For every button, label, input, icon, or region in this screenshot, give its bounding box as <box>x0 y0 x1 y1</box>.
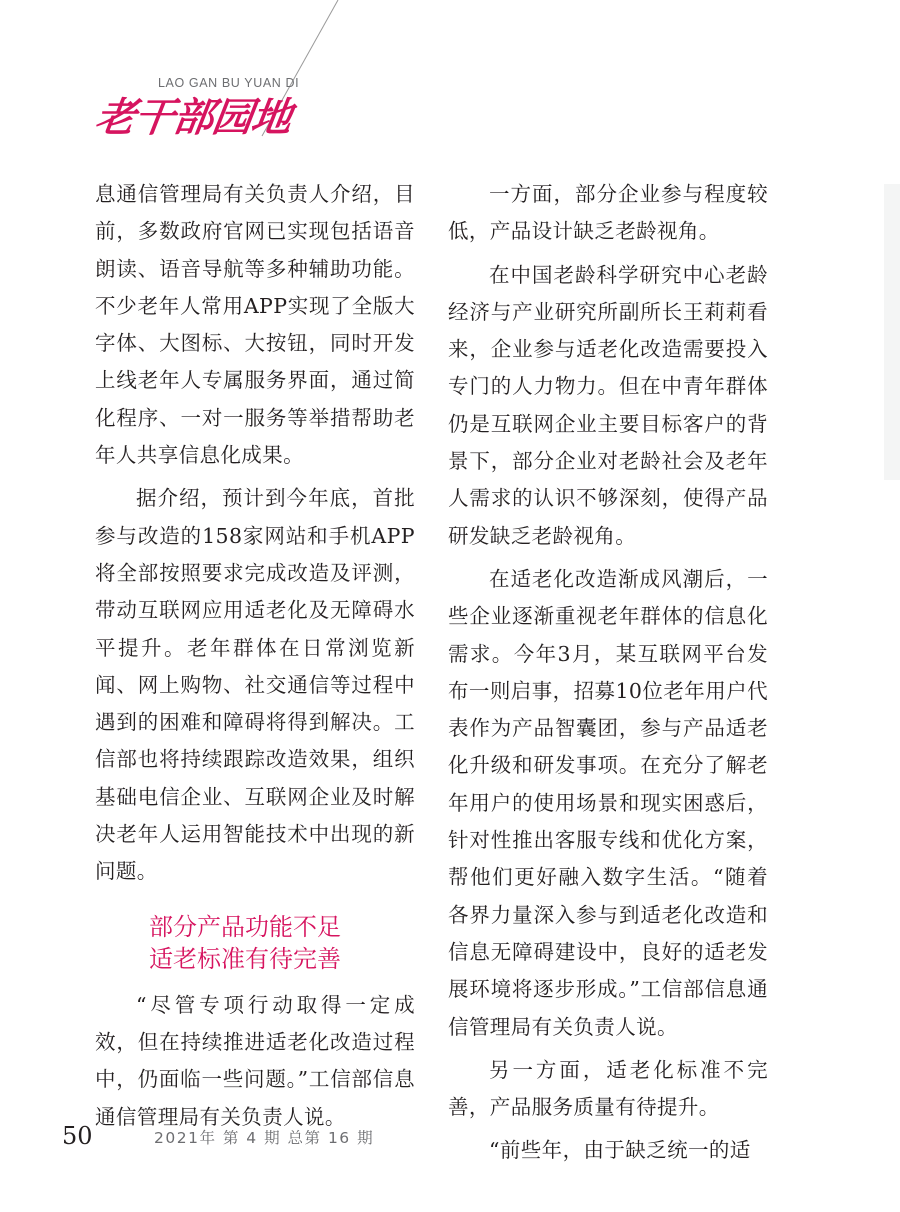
brand-logo-title: 老干部园地 <box>92 94 294 141</box>
section-heading <box>95 911 415 975</box>
paragraph: 在适老化改造渐成风潮后，一些企业逐渐重视老年群体的信息化需求。今年3月，某互联网平台发布一则启事，招募10位老年用户代表作为产品智囊团，参与产品适老化升级和研发事项。在充分了解老年用户的使用场景和现实困惑后，针对性推出客服专线和优化方案，帮他们更好融入数字生活。“随着各界力量深入参与到适老化改造和信息无障碍建设中，良好的适老发展环境将逐步形成。”工信部信息通信管理局有关负责人说。 <box>448 566 768 1039</box>
right-column <box>448 176 768 1170</box>
paragraph: 另一方面，适老化标准不完善，产品服务质量有待提升。 <box>448 1057 768 1120</box>
paragraph: “前些年，由于缺乏统一的适 <box>489 1138 751 1163</box>
brand-english-title: LAO GAN BU YUAN DI <box>158 76 300 90</box>
section-heading-line: 适老标准有待完善 <box>149 944 341 973</box>
left-column <box>95 176 415 1136</box>
issue-info: 2021年 第 4 期 总第 16 期 <box>154 1129 375 1147</box>
paragraph: “尽管专项行动取得一定成效，但在持续推进适老化改造过程中，仍面临一些问题。”工信部信息通信管理局有关负责人说。 <box>95 992 415 1129</box>
paragraph: 据介绍，预计到今年底，首批参与改造的158家网站和手机APP将全部按照要求完成改造及评测，带动互联网应用适老化及无障碍水平提升。老年群体在日常浏览新闻、网上购物、社交通信等过程中遇到的困难和障碍将得到解决。工信部也将持续跟踪改造效果，组织基础电信企业、互联网企业及时解决老年人运用智能技术中出现的新问题。 <box>95 486 415 884</box>
page-edge-tab <box>884 184 900 480</box>
section-heading-line: 部分产品功能不足 <box>149 912 341 941</box>
page-number: 50 <box>62 1122 93 1150</box>
paragraph: 在中国老龄科学研究中心老龄经济与产业研究所副所长王莉莉看来，企业参与适老化改造需要投入专门的人力物力。但在中青年群体仍是互联网企业主要目标客户的背景下，部分企业对老龄社会及老年人需求的认识不够深刻，使得产品研发缺乏老龄视角。 <box>448 262 768 548</box>
paragraph: 息通信管理局有关负责人介绍，目前，多数政府官网已实现包括语音朗读、语音导航等多种辅助功能。不少老年人常用APP实现了全版大字体、大图标、大按钮，同时开发上线老年人专属服务界面，通过简化程序、一对一服务等举措帮助老年人共享信息化成果。 <box>95 182 415 468</box>
paragraph: 一方面，部分企业参与程度较低，产品设计缺乏老龄视角。 <box>448 182 768 244</box>
